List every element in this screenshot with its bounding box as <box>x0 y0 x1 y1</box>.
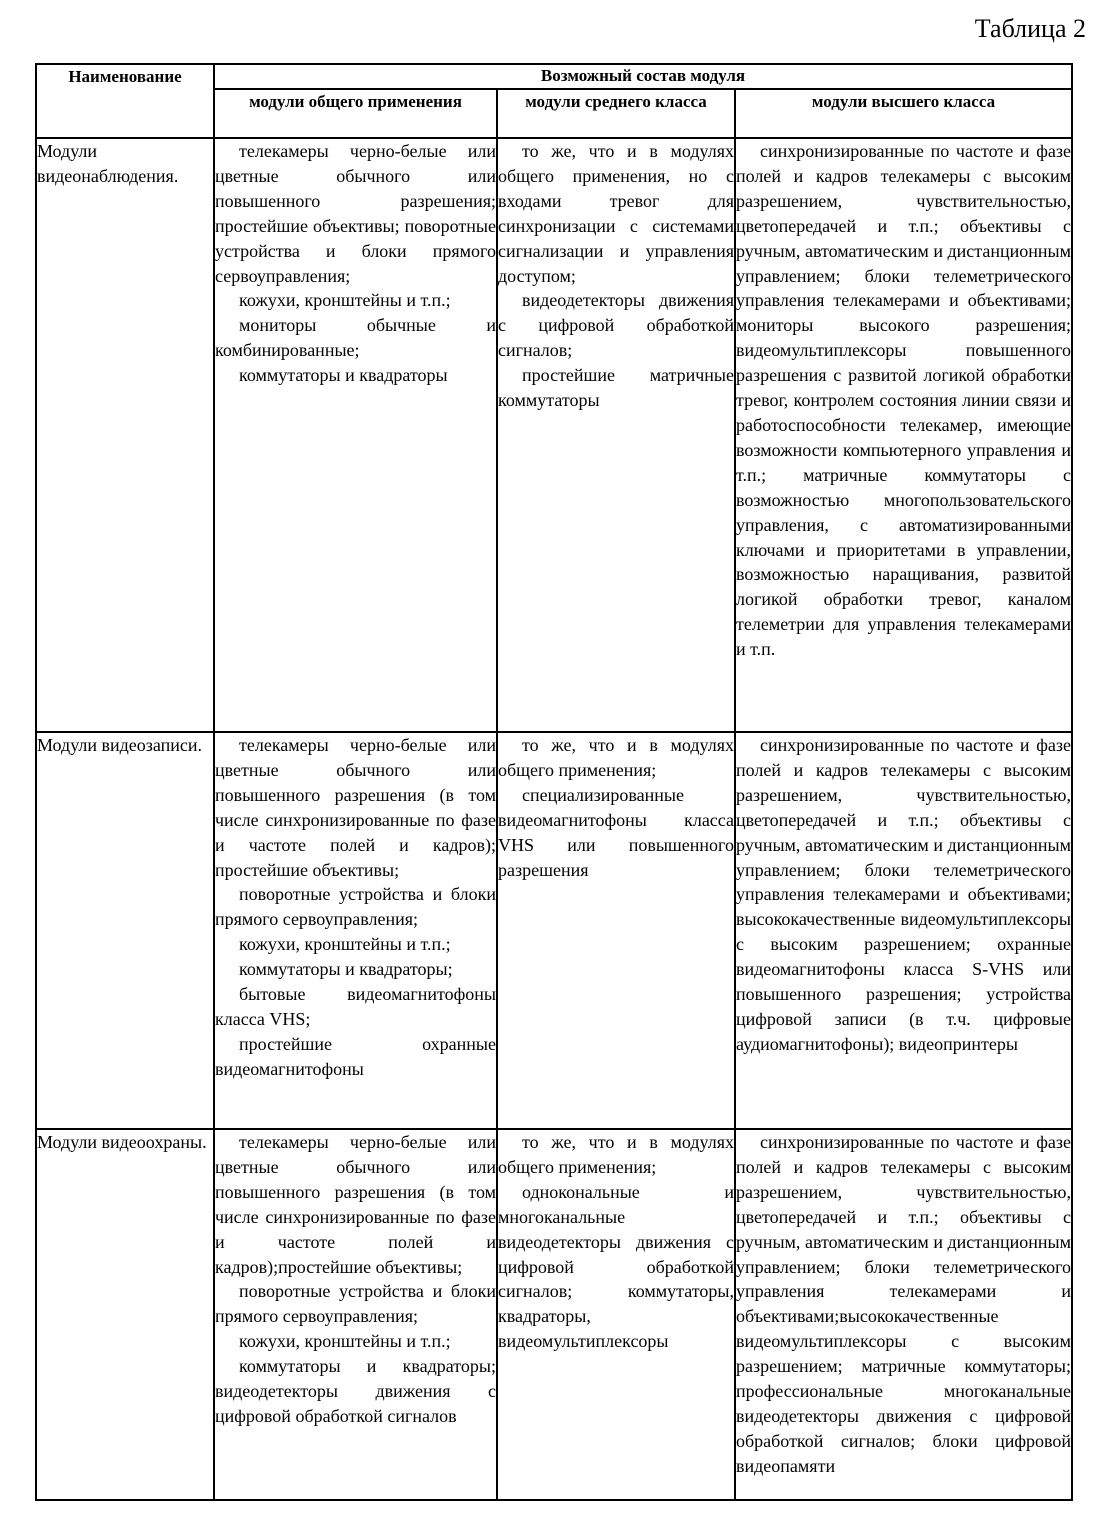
table-caption: Таблица 2 <box>974 14 1086 43</box>
header-high: модули высшего класса <box>735 89 1072 138</box>
cell-paragraph: коммутаторы и квадраторы <box>239 365 448 386</box>
cell-general <box>214 1129 497 1500</box>
cell-middle <box>497 732 735 1129</box>
header-middle: модули среднего класса <box>497 89 735 138</box>
row-name: Модули видеонаблюдения. <box>36 138 214 732</box>
table-row-surveillance <box>36 138 1072 732</box>
cell-paragraph: специализированные видеомагнитофоны класса VHS или повышенного разрешения <box>498 784 734 880</box>
cell-paragraph: то же, что и в модулях общего применения, но с входами тревог для синхронизации с системами сигнализации и управления доступом; <box>498 141 734 286</box>
cell-paragraph: то же, что и в модулях общего применения; <box>498 735 734 780</box>
module-composition-table <box>35 63 1073 1501</box>
cell-high <box>735 732 1072 1129</box>
cell-paragraph: телекамеры черно-белые или цветные обычного или повышенного разрешения (в том числе синхронизированные по фазе и частоте полей и кадров);простейшие объективы; <box>215 1132 496 1277</box>
header-name: Наименование <box>36 64 214 138</box>
cell-paragraph: телекамеры черно-белые или цветные обычного или повышенного разрешения; простейшие объективы; поворотные устройства и блоки прямого сервоуправления; <box>215 141 496 286</box>
cell-paragraph: кожухи, кронштейны и т.п.; <box>239 1331 451 1352</box>
cell-paragraph: мониторы обычные и комбинированные; <box>215 315 496 361</box>
table-row-security <box>36 1129 1072 1500</box>
cell-paragraph: поворотные устройства и блоки прямого сервоуправления; <box>215 1281 496 1327</box>
cell-general <box>214 732 497 1129</box>
cell-paragraph: телекамеры черно-белые или цветные обычного или повышенного разрешения (в том числе синхронизированные по фазе и частоте полей и кадров); простейшие объективы; <box>215 735 496 880</box>
cell-paragraph: бытовые видеомагнитофоны класса VHS; <box>215 984 496 1029</box>
table-row-recording <box>36 732 1072 1129</box>
row-name: Модули видеоохраны. <box>36 1129 214 1500</box>
header-general: модули общего применения <box>214 89 497 138</box>
cell-paragraph: кожухи, кронштейны и т.п.; <box>239 934 451 955</box>
cell-middle <box>497 1129 735 1500</box>
cell-paragraph: поворотные устройства и блоки прямого сервоуправления; <box>215 884 496 930</box>
header-row-group <box>36 64 1072 89</box>
cell-paragraph: простейшие охранные видеомагнитофоны <box>215 1033 496 1079</box>
cell-paragraph: кожухи, кронштейны и т.п.; <box>239 290 451 311</box>
cell-middle <box>497 138 735 732</box>
table-header <box>36 64 1072 138</box>
row-name: Модули видеозаписи. <box>36 732 214 1129</box>
cell-high <box>735 138 1072 732</box>
cell-paragraph: синхронизированные по частоте и фазе полей и кадров телекамеры с высоким разрешением, чувствительностью, цветопередачей и т.п.; объективы с ручным, автоматическим и дистанционным управлением; блоки телеметрического управления телекамерами и объективами; высококачественные видеомультиплексоры с высоким разрешением; охранные видеомагнитофоны класса S-VHS или повышенного разрешения; устройства цифровой записи (в т.ч. цифровые аудиомагнитофоны); видеопринтеры <box>736 735 1072 1054</box>
cell-paragraph: простейшие матричные коммутаторы <box>498 365 734 411</box>
cell-paragraph: синхронизированные по частоте и фазе полей и кадров телекамеры с высоким разрешением, чувствительностью, цветопередачей и т.п.; объективы с ручным, автоматическим и дистанционным управлением; блоки телеметрического управления телекамерами и объективами;высококачественные видеомультиплексоры с высоким разрешением; матричные коммутаторы; профессиональные многоканальные видеодетекторы движения с цифровой обработкой сигналов; блоки цифровой видеопамяти <box>736 1132 1072 1476</box>
cell-paragraph: коммутаторы и квадраторы; видеодетекторы движения с цифровой обработкой сигналов <box>215 1356 496 1426</box>
cell-paragraph: однокональные и многоканальные видеодетекторы движения с цифровой обработкой сигналов; коммутаторы, квадраторы, видеомультиплексоры <box>498 1181 734 1352</box>
cell-paragraph: то же, что и в модулях общего применения; <box>498 1132 734 1177</box>
cell-high <box>735 1129 1072 1500</box>
cell-paragraph: коммутаторы и квадраторы; <box>239 959 453 980</box>
cell-paragraph: синхронизированные по частоте и фазе полей и кадров телекамеры с высоким разрешением, чувствительностью, цветопередачей и т.п.; объективы с ручным, автоматическим и дистанционным управлением; блоки телеметрического управления телекамерами и объективами; мониторы высокого разрешения; видеомультиплексоры повышенного разрешения с развитой логикой обработки тревог, контролем состояния линии связи и работоспособности телекамер, имеющие возможности компьютерного управления и т.п.; матричные коммутаторы с возможностью многопользовательского управления, с автоматизированными ключами и приоритетами в управлении, возможностью наращивания, развитой логикой обработки тревог, каналом телеметрии для управления телекамерами и т.п. <box>736 141 1072 660</box>
header-group: Возможный состав модуля <box>214 64 1072 89</box>
cell-paragraph: видеодетекторы движения с цифровой обработкой сигналов; <box>498 290 734 361</box>
cell-general <box>214 138 497 732</box>
